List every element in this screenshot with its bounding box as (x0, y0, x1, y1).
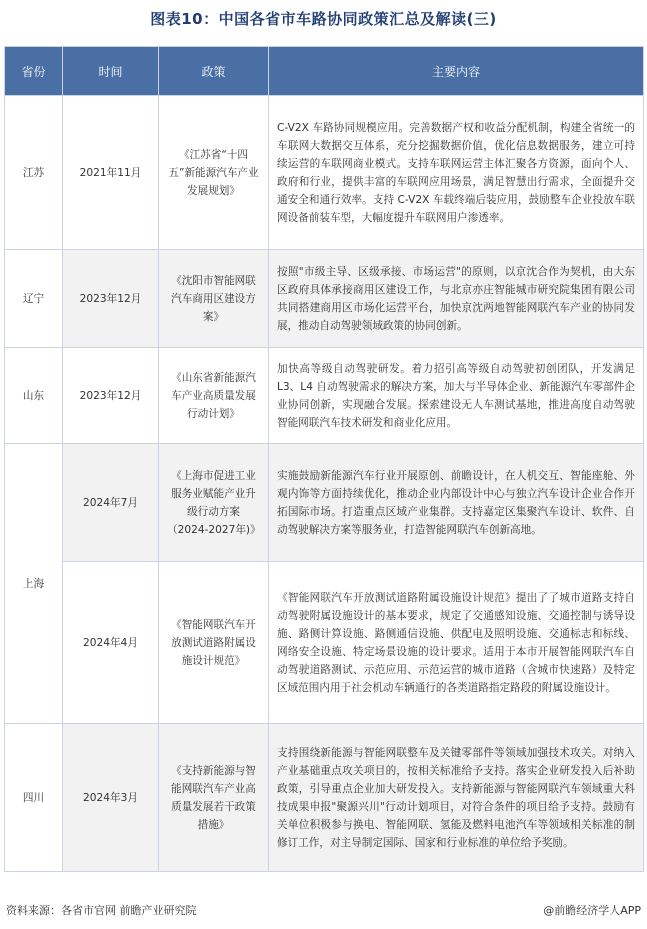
province-cell: 江苏 (5, 96, 63, 250)
content-cell: 《智能网联汽车开放测试道路附属设施设计规范》提出了了城市道路支持自动驾驶附属设施设计的基本要求，规定了交通感知设施、交通控制与诱导设施、路侧计算设施、路侧通信设施、供配电及照明设施、交通标志和标线、网络安全设施、特定场景设施的设计要求。适用于本市开展智能网联汽车自动驾驶道路测试、示范应用、示范运营的城市道路（含城市快速路）及特定区域范围内用于社会机动车辆通行的各类道路指定路段的附属设施设计。 (269, 562, 644, 724)
content-cell: 加快高等级自动驾驶研发。着力招引高等级自动驾驶初创团队，开发满足 L3、L4 自动驾驶需求的解决方案，加大与半导体企业、新能源汽车零部件企业协同创新，实现融合发展。探索建设无人车测试基地，推进高度自动驾驶智能网联汽车技术研发和商业化应用。 (269, 348, 644, 444)
province-cell: 上海 (5, 444, 63, 724)
content-cell: 支持围绕新能源与智能网联整车及关键零部件等领域加强技术攻关。对纳入产业基础重点攻关项目的，按相关标准给予支持。落实企业研发投入后补助政策，引导重点企业加大研发投入。支持新能源与智能网联汽车领域重大科技成果申报"聚源兴川"行动计划项目，对符合条件的项目给予支持。鼓励有关单位积极参与换电、智能网联、氢能及燃料电池汽车等领域相关标准的制修订工作，对主导制定国际、国家和行业标准的单位给予奖励。 (269, 724, 644, 872)
time-cell: 2024年4月 (63, 562, 159, 724)
table-row (5, 444, 644, 562)
policy-table (4, 46, 644, 872)
province-cell: 辽宁 (5, 250, 63, 348)
time-cell: 2024年7月 (63, 444, 159, 562)
province-cell: 四川 (5, 724, 63, 872)
header-province: 省份 (5, 47, 63, 96)
header-content: 主要内容 (269, 47, 644, 96)
source-note: 资料来源：各省市官网 前瞻产业研究院 (6, 904, 197, 917)
table-row (5, 562, 644, 724)
content-cell: 实施鼓励新能源汽车行业开展原创、前瞻设计，在人机交互、智能座舱、外观内饰等方面持续优化，推动企业内部设计中心与独立汽车设计企业合作开拓国际市场。打造重点区域产业集群。支持嘉定区集聚汽车设计、软件、自动驾驶解决方案等服务业，打造智能网联汽车创新高地。 (269, 444, 644, 562)
time-cell: 2023年12月 (63, 348, 159, 444)
content-cell: C-V2X 车路协同规模应用。完善数据产权和收益分配机制，构建全省统一的车联网大数据交互体系，充分挖掘数据价值，优化信息数据服务，建立可持续运营的车联网商业模式。支持车联网运营主体汇聚各方资源，面向个人、政府和行业，提供丰富的车联网应用场景，满足智慧出行需求，全面提升交通安全和通行效率。支持 C-V2X 车载终端后装应用，鼓励整车企业投放车联网设备前装车型，大幅度提升车联网用户渗透率。 (269, 96, 644, 250)
policy-cell: 《沈阳市智能网联汽车商用区建设方案》 (159, 250, 269, 348)
policy-cell: 《上海市促进工业服务业赋能产业升级行动方案（2024-2027年)》 (159, 444, 269, 562)
table-row (5, 250, 644, 348)
table-row (5, 724, 644, 872)
time-cell: 2021年11月 (63, 96, 159, 250)
policy-cell: 《支持新能源与智能网联汽车产业高质量发展若干政策措施》 (159, 724, 269, 872)
province-cell: 山东 (5, 348, 63, 444)
policy-cell: 《智能网联汽车开放测试道路附属设施设计规范》 (159, 562, 269, 724)
time-cell: 2024年3月 (63, 724, 159, 872)
brand-credit: @前瞻经济学人APP (543, 904, 641, 917)
content-cell: 按照"市级主导、区级承接、市场运营"的原则，以京沈合作为契机，由大东区政府具体承接商用区建设工作，与北京亦庄智能城市研究院集团有限公司共同搭建商用区市场化运营平台，加快京沈两地智能网联汽车产业的协同发展，推动自动驾驶领域政策的协同创新。 (269, 250, 644, 348)
header-policy: 政策 (159, 47, 269, 96)
table-header-row (5, 47, 644, 96)
table-row (5, 348, 644, 444)
page-title: 图表10：中国各省市车路协同政策汇总及解读(三) (150, 10, 497, 28)
table-row (5, 96, 644, 250)
header-time: 时间 (63, 47, 159, 96)
time-cell: 2023年12月 (63, 250, 159, 348)
policy-cell: 《江苏省“十四五”新能源汽车产业发展规划》 (159, 96, 269, 250)
policy-cell: 《山东省新能源汽车产业高质量发展行动计划》 (159, 348, 269, 444)
